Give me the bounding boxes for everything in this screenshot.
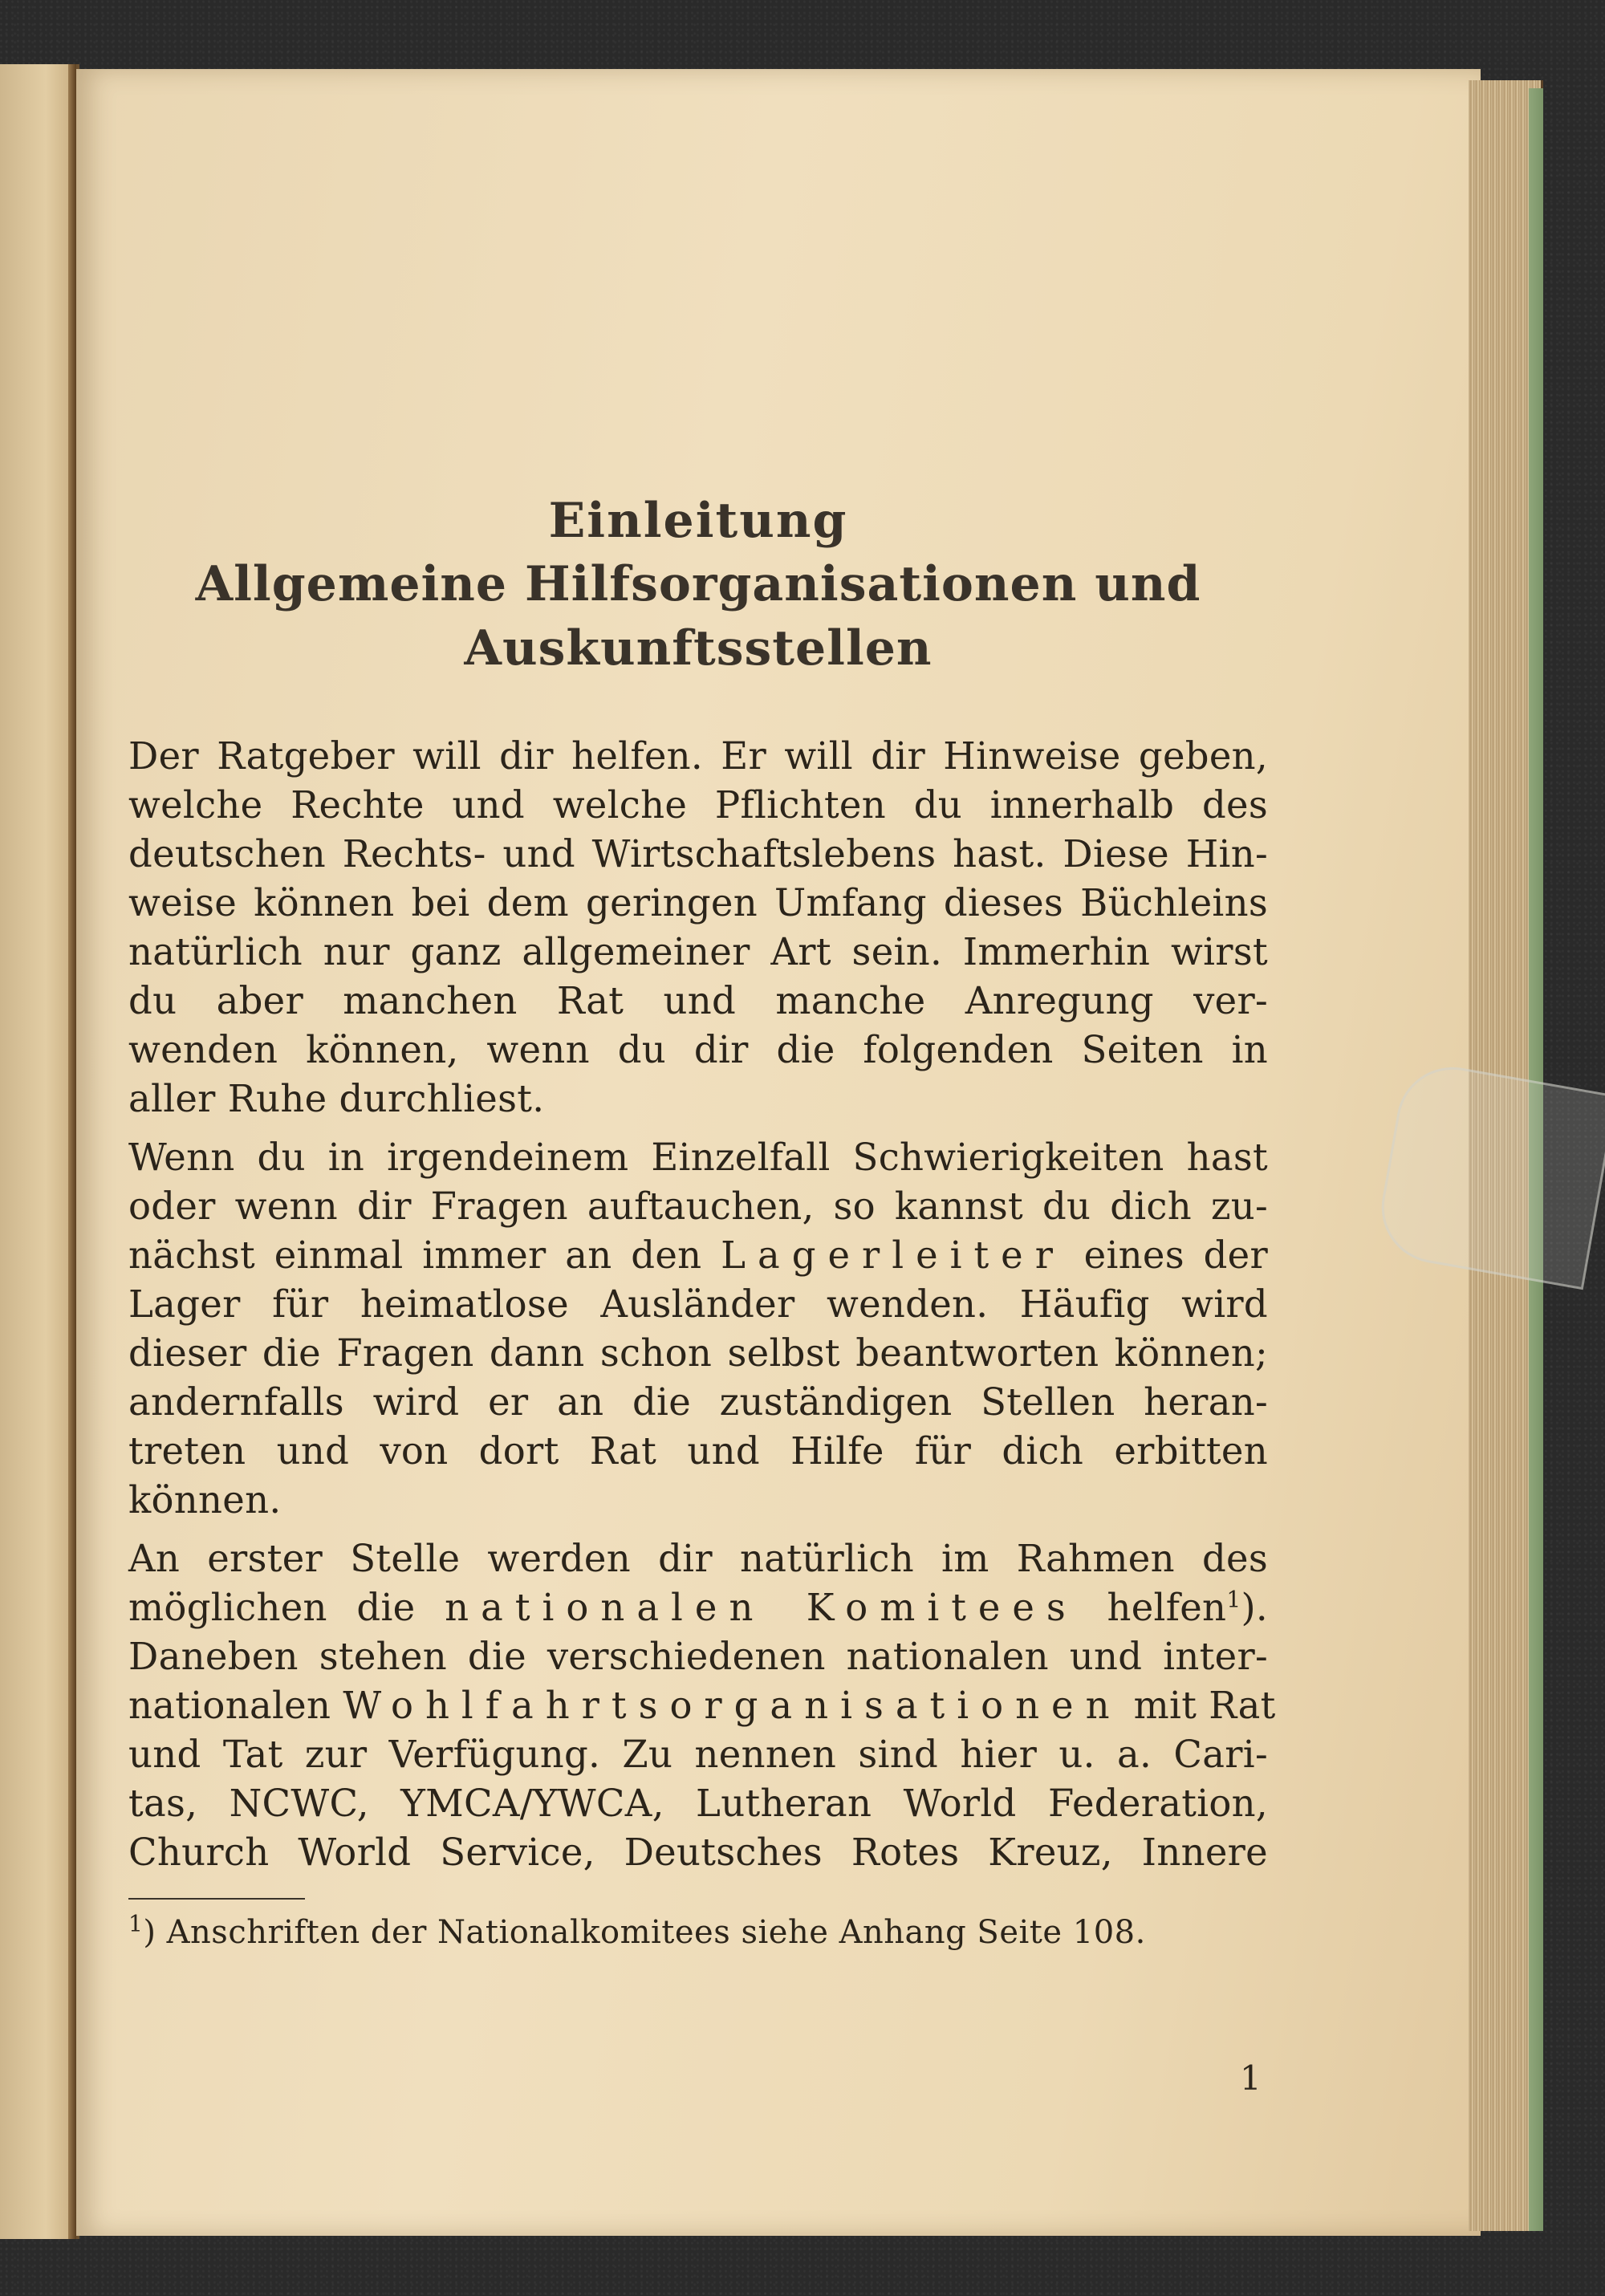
- text-line: andernfalls wird er an die zuständigen Stellen heran-: [128, 1380, 1268, 1424]
- text-segment: nationalen: [128, 1684, 331, 1727]
- text-segment: eines der: [1083, 1233, 1268, 1277]
- text-line: [128, 1681, 1276, 1730]
- text-line: oder wenn dir Fragen auftauchen, so kannst du dich zu-: [128, 1185, 1268, 1228]
- bookmark-clip: [1373, 1059, 1605, 1290]
- spaced-emphasis: nationalen Komitees: [445, 1586, 1078, 1629]
- book-gutter: [68, 64, 76, 2239]
- paragraph-2: [128, 1133, 1268, 1525]
- text-line: treten und von dort Rat und Hilfe für dich erbitten: [128, 1429, 1268, 1473]
- text-segment: mit Rat: [1133, 1684, 1276, 1727]
- text-line: aller Ruhe durchliest.: [128, 1077, 545, 1120]
- spaced-emphasis: Lagerleiter: [721, 1233, 1065, 1277]
- text-line: weise können bei dem geringen Umfang dieses Büchleins: [128, 881, 1268, 924]
- footnote: [128, 1911, 1268, 1954]
- footnote-rule: [128, 1898, 305, 1900]
- text-line: deutschen Rechts- und Wirtschaftslebens hast. Diese Hin-: [128, 832, 1268, 876]
- chapter-title: Einleitung: [548, 493, 848, 549]
- body-text: [128, 732, 1276, 1877]
- text-line: Wenn du in irgendeinem Einzelfall Schwierigkeiten hast: [128, 1136, 1268, 1179]
- chapter-subtitle-line2: Auskunftsstellen: [464, 620, 933, 677]
- text-segment: [1107, 1586, 1267, 1629]
- text-line: [128, 1583, 1268, 1632]
- text-line: dieser die Fragen dann schon selbst beantworten können;: [128, 1331, 1268, 1375]
- left-page-edge: [0, 64, 79, 2239]
- text-line: Der Ratgeber will dir helfen. Er will dir Hinweise geben,: [128, 734, 1268, 778]
- text-segment: möglichen die: [128, 1586, 416, 1629]
- page-content: [128, 490, 1276, 1954]
- page-number: 1: [1240, 2058, 1262, 2098]
- text-line: Church World Service, Deutsches Rotes Kreuz, Innere: [128, 1831, 1268, 1874]
- text-segment: ).: [1241, 1586, 1268, 1629]
- paragraph-3: [128, 1534, 1276, 1877]
- spaced-emphasis: Wohlfahrtsorganisationen: [343, 1684, 1122, 1727]
- text-line: Lager für heimatlose Ausländer wenden. Häufig wird: [128, 1282, 1268, 1326]
- chapter-subtitle-line1: Allgemeine Hilfsorganisationen und: [195, 556, 1201, 612]
- text-line: und Tat zur Verfügung. Zu nennen sind hier u. a. Cari-: [128, 1733, 1268, 1776]
- paragraph-1: [128, 732, 1268, 1124]
- text-line: du aber manchen Rat und manche Anregung ver-: [128, 979, 1268, 1022]
- footnote-ref: 1: [1226, 1586, 1241, 1613]
- text-line: können.: [128, 1478, 282, 1522]
- text-segment: nächst einmal immer an den: [128, 1233, 702, 1277]
- text-line: wenden können, wenn du dir die folgenden Seiten in: [128, 1028, 1268, 1071]
- text-segment: helfen: [1107, 1586, 1227, 1629]
- text-line: natürlich nur ganz allgemeiner Art sein. Immerhin wirst: [128, 930, 1268, 973]
- text-line: An erster Stelle werden dir natürlich im Rahmen des: [128, 1537, 1268, 1580]
- text-line: [128, 1231, 1268, 1280]
- text-line: welche Rechte und welche Pflichten du innerhalb des: [128, 783, 1268, 827]
- footnote-text: ) Anschriften der Nationalkomitees siehe Anhang Seite 108.: [143, 1914, 1146, 1951]
- text-line: tas, NCWC, YMCA/YWCA, Lutheran World Federation,: [128, 1782, 1268, 1825]
- footnote-marker: 1: [128, 1910, 144, 1937]
- text-line: Daneben stehen die verschiedenen nationalen und inter-: [128, 1635, 1268, 1678]
